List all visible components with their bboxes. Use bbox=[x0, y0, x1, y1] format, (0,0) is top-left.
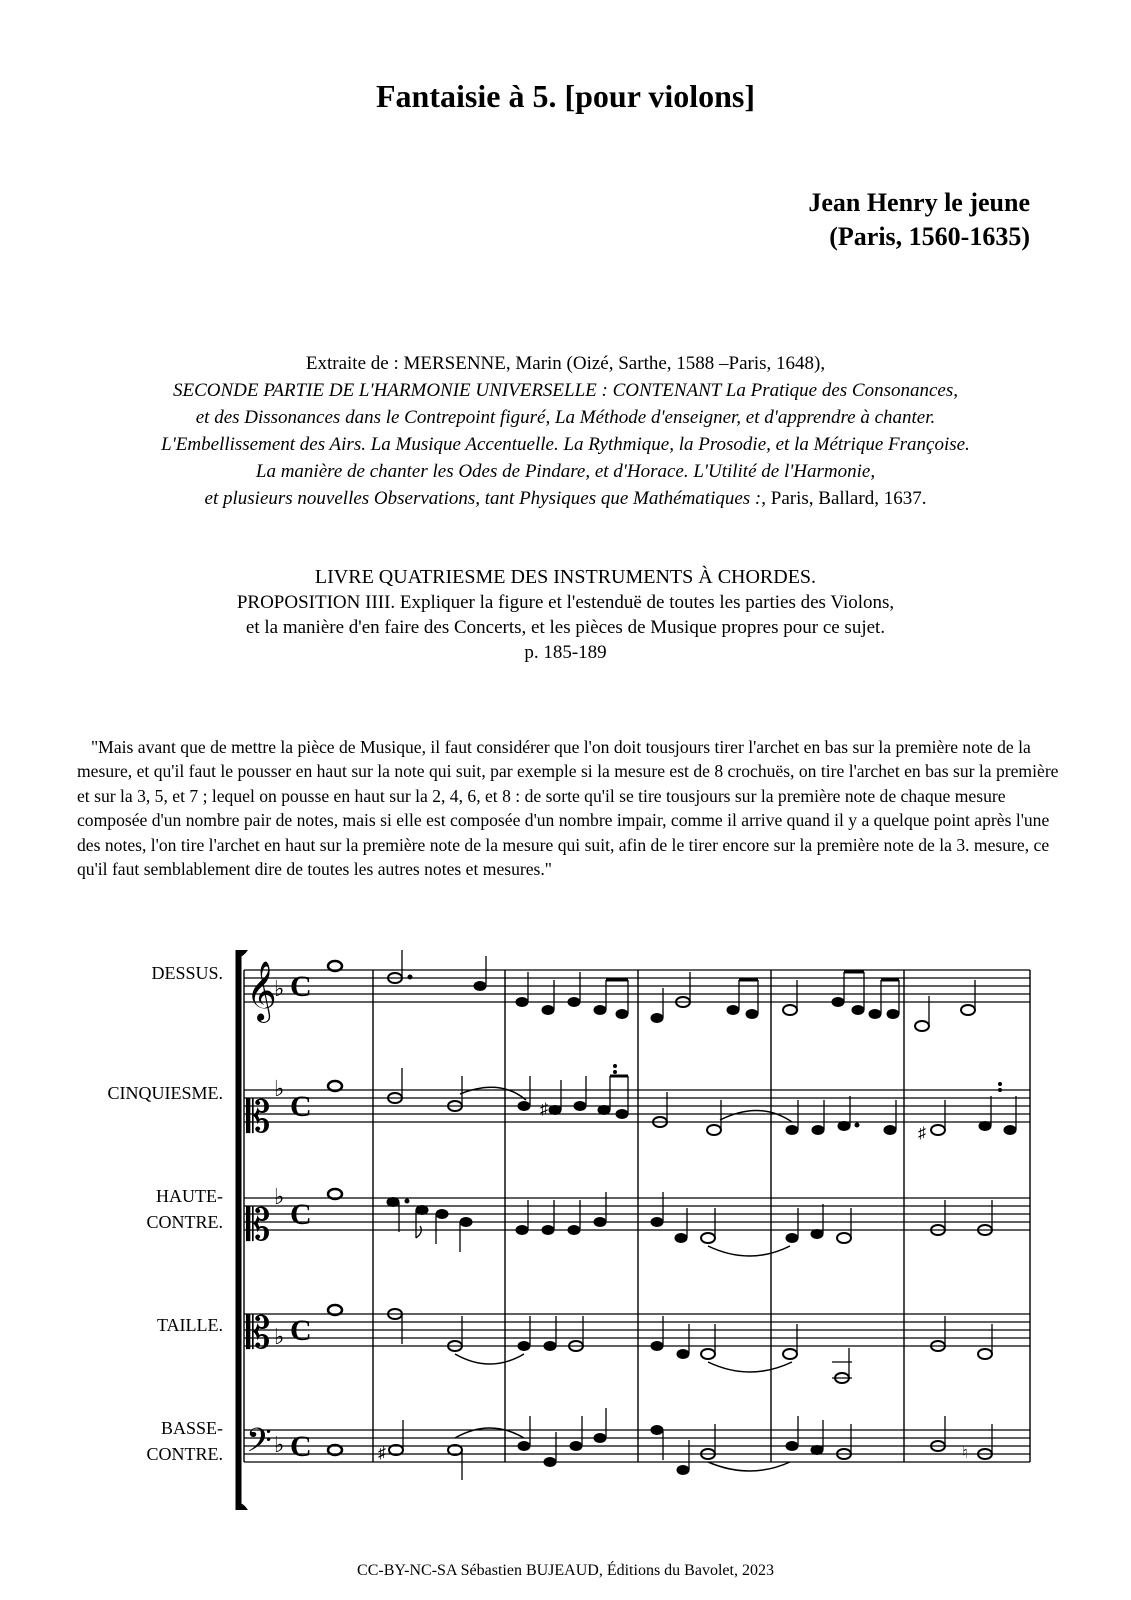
notes-cinquiesme bbox=[328, 1065, 1016, 1143]
time-signatures bbox=[290, 970, 312, 1463]
flat-icon: ♭ bbox=[274, 1185, 285, 1210]
common-time-icon: C bbox=[290, 970, 312, 1003]
flat-icon: ♭ bbox=[274, 1077, 285, 1102]
notes-dessus bbox=[328, 950, 975, 1031]
part-label-dessus: DESSUS. bbox=[151, 963, 223, 983]
alto-clef-icon: 𝄡 bbox=[246, 1092, 271, 1143]
flat-icon: ♭ bbox=[274, 1433, 285, 1458]
treble-clef-icon: 𝄞 bbox=[246, 961, 277, 1021]
source-publisher: , Paris, Ballard, 1637. bbox=[761, 488, 927, 509]
page-title: Fantaisie à 5. [pour violons] bbox=[376, 78, 755, 114]
part-label-taille: TAILLE. bbox=[156, 1315, 223, 1335]
notes-taille bbox=[328, 1305, 992, 1383]
book-reference bbox=[0, 565, 1131, 665]
musical-score bbox=[0, 950, 1131, 1510]
common-time-icon: C bbox=[290, 1430, 312, 1463]
barlines bbox=[244, 970, 1030, 1462]
quote-paragraph: "Mais avant que de mettre la pièce de Musique, il faut considérer que l'on doit tousjours tirer l'archet en bas sur la première note de la mesure, et qu'il faut le pousser en haut sur la note qui suit, par exemple si la mesure est de 8 crochuës, on tire l'archet en bas sur la première et sur la 3, 5, et 7 ; lequel on pousse en haut sur la 2, 4, 6, et 8 : de sorte qu'il se tire tousjours sur la première note de chaque mesure composée d'un nombre pair de notes, mais si elle est composée d'un nombre impair, comme il arrive quand il y a quelque point après l'une des notes, l'on tire l'archet en haut sur la première note de la mesure qui suit, afin de le tirer encore sur la première note de la 3. mesure, ce qu'il faut semblablement dire de toutes les autres notes et mesures." bbox=[77, 737, 1059, 880]
part-label-cinquiesme: CINQUIESME. bbox=[107, 1083, 223, 1103]
svg-text:♯: ♯ bbox=[918, 1125, 926, 1142]
source-title-line: L'Embellissement des Airs. La Musique Accentuelle. La Rythmique, la Prosodie, et la Métrique Françoise. bbox=[161, 434, 970, 455]
source-title-line: La manière de chanter les Odes de Pindare, et d'Horace. L'Utilité de l'Harmonie, bbox=[255, 461, 876, 482]
common-time-icon: C bbox=[290, 1090, 312, 1123]
common-time-icon: C bbox=[290, 1314, 312, 1347]
svg-text:♯: ♯ bbox=[540, 1101, 548, 1118]
staff-lines bbox=[244, 970, 1030, 1462]
source-citation bbox=[0, 350, 1131, 512]
notes-basse-contre bbox=[328, 1408, 992, 1480]
composer-dates: (Paris, 1560-1635) bbox=[829, 222, 1030, 251]
source-title-line: SECONDE PARTIE DE L'HARMONIE UNIVERSELLE : CONTENANT La Pratique des Consonances, bbox=[172, 380, 958, 401]
svg-text:♯: ♯ bbox=[378, 1445, 386, 1462]
tenor-clef-icon: 𝄡 bbox=[246, 1308, 271, 1359]
footer-license: CC-BY-NC-SA Sébastien BUJEAUD, Éditions du Bavolet, 2023 bbox=[357, 1562, 774, 1579]
flat-icon: ♭ bbox=[274, 977, 285, 1002]
part-label-haute-contre: HAUTE- CONTRE. bbox=[146, 1186, 223, 1232]
part-label-basse-contre: BASSE- CONTRE. bbox=[146, 1418, 223, 1464]
proposition-line: et la manière d'en faire des Concerts, et les pièces de Musique propres pour ce sujet. bbox=[245, 617, 886, 638]
composer-name: Jean Henry le jeune bbox=[808, 188, 1030, 217]
page-range: p. 185-189 bbox=[524, 642, 607, 663]
source-intro: Extraite de : MERSENNE, Marin (Oizé, Sarthe, 1588 –Paris, 1648), bbox=[305, 353, 826, 374]
bass-clef-icon: 𝄢 bbox=[246, 1422, 272, 1468]
common-time-icon: C bbox=[290, 1198, 312, 1231]
key-signatures bbox=[274, 977, 284, 1458]
score-staves bbox=[0, 950, 1131, 1510]
source-title-line: et des Dissonances dans le Contrepoint figuré, La Méthode d'enseigner, et d'apprendre à chanter. bbox=[195, 407, 936, 428]
source-title-line: et plusieurs nouvelles Observations, tant Physiques que Mathématiques :, Paris, Ballard, 1637. bbox=[204, 488, 927, 509]
alto-clef-icon: 𝄡 bbox=[246, 1200, 271, 1251]
svg-text:♮: ♮ bbox=[962, 1445, 968, 1462]
composer-block bbox=[808, 186, 1030, 254]
proposition-line: PROPOSITION IIII. Expliquer la figure et l'estenduë de toutes les parties des Violons, bbox=[236, 592, 895, 613]
flat-icon: ♭ bbox=[274, 1325, 285, 1350]
book-heading: LIVRE QUATRIESME DES INSTRUMENTS À CHORDES. bbox=[314, 566, 817, 588]
